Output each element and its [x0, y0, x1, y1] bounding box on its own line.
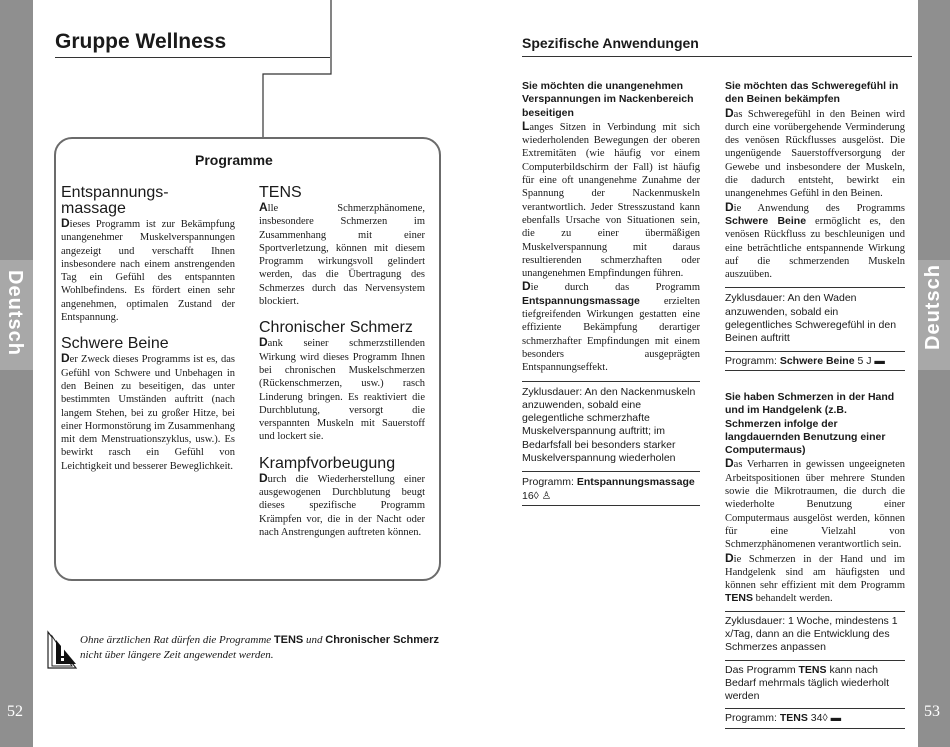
text-nacken-1: Langes Sitzen in Verbindung mit sich wiederholenden Bewegungen der oberen Extremitäten (wie häufig vor einem Computerbildschirm der Fall) ist häufig für eine oft unangenehme Zunahme der Spannung der Nackenmuskeln verantwortlich. Jeder Stresszustand kann ebenfalls Ursache von Situationen sein, die zu einer übermäßigen Muskelverspannung mit daraus resultierenden schmerzhaften oder unangenehmen Empfindungen führen.	[522, 118, 700, 280]
title-underline-right	[522, 56, 912, 57]
heading-chronischer-schmerz: Chronischer Schmerz	[259, 319, 413, 337]
right-page-number: 53	[924, 703, 940, 720]
text-beine-1: Das Schweregefühl in den Beinen wird durch eine vorübergehende Verminderung des venösen Rückflusses ausgelöst. Die ungenügende Sauerstoffversorgung der Gewebe und insbesondere der Muskeln, die dadurch entsteht, bewirkt ein unangenehmes Gefühl in den Beinen.	[725, 105, 905, 200]
text-hand-1: Das Verharren in gewissen ungeeigneten Arbeitspositionen über mehrere Stunden sowie die Mikrotraumen, die durch die wiederholte Benutzung einer Computermaus ausgelöst werden, können für eine Vielzahl von Schmerzphänomenen verantwortlich sein.	[725, 456, 905, 551]
page-title-right: Spezifische Anwendungen	[522, 35, 699, 51]
program-nacken: Programm: Entspannungsmassage 16◊ ♙	[522, 471, 700, 506]
right-column-1	[522, 80, 700, 506]
text-chronischer-schmerz: Dank seiner schmerzstillenden Wirkung wird dieses Programm Ihnen bei chronischen Muskelschmerzen (Rückenschmerzen, usw.) rasch Linderung bringen. Es reaktiviert die Durchblutung, versorgt die verspannten Muskeln mit Sauerstoff und lockert sie.	[259, 335, 425, 443]
text-beine-2: Die Anwendung des Programms Schwere Beine ermöglicht es, den venösen Rückfluss zu beschleunigen und eine beträchtliche entspannende Wirkung auf die schmerzenden Muskeln auszuüben.	[725, 199, 905, 281]
heading-schwere-beine: Schwere Beine	[61, 335, 169, 353]
text-hand-2: Die Schmerzen in der Hand und im Handgelenk sind am häufigsten und können sehr effizient mit dem Programm TENS behandelt werden.	[725, 550, 905, 605]
dash-icon: ▬	[830, 712, 842, 725]
right-column-2	[725, 80, 905, 729]
dash-icon: ▬	[874, 354, 885, 367]
programs-box-title: Programme	[195, 152, 273, 168]
programs-column-2	[259, 185, 425, 539]
heading-tens: TENS	[259, 184, 302, 201]
program-hand: Programm: TENS 34◊ ▬	[725, 708, 905, 728]
programs-column-1	[61, 185, 235, 473]
text-krampfvorbeugung: Durch die Wiederherstellung einer ausgewogenen Durchblutung beugt dieses spezifische Programm Krämpfen vor, die in der Nacht oder nach Anstrengungen auftreten können.	[259, 470, 425, 538]
note-hand: Das Programm TENS kann nach Bedarf mehrmals täglich wiederholt werden	[725, 660, 905, 704]
person-icon: ♙	[541, 489, 552, 502]
text-entspannungsmassage: Dieses Programm ist zur Bekämpfung unangenehmer Muskelverspannungen angezeigt und verschafft Ihnen insbesondere nach einem anstrengenden Tag ein Gefühl des entspannten Wohlbefindens. Es fördert einen sehr angenehmen, optimalen Zustand der Entspannung.	[61, 216, 235, 324]
page-title-left: Gruppe Wellness	[55, 30, 227, 53]
cycle-hand: Zyklusdauer: 1 Woche, mindestens 1 x/Tag, dann an die Entwicklung des Schmerzes anpassen	[725, 611, 905, 655]
left-page-number: 52	[7, 703, 23, 720]
cycle-beine: Zyklusdauer: An den Waden anzuwenden, sobald ein gelegentliches Schweregefühl in den Beinen auftritt	[725, 287, 905, 345]
text-schwere-beine: Der Zweck dieses Programms ist es, das Gefühl von Schwere und Unbehagen in den Beinen zu beseitigen, das unter bestimmten Umständen auftritt (nach langem Stehen, bei zu großer Hitze, bei einer Hormonstörung im Zusammenhang mit dem Menstruationszyklus, usw.). Es bewirkt rasch ein Gefühl von Leichtigkeit und besserer Beweglichkeit.	[61, 351, 235, 472]
right-language-label: Deutsch	[922, 264, 944, 350]
warning-icon	[42, 626, 82, 670]
left-language-label: Deutsch	[4, 270, 26, 356]
cycle-nacken: Zyklusdauer: An den Nackenmuskeln anzuwenden, sobald eine gelegentliche schmerzhafte Muskelverspannung auftritt; im Bedarfsfall bei besonders starker Muskelverspannung wiederholen	[522, 381, 700, 466]
text-nacken-2: Die durch das Programm Entspannungsmassage erzielten tiefgreifenden Wirkungen gestatten eine effiziente Bekämpfung derartiger schmerzhafter Empfindungen mit einem besonders ausgeprägten Entspannungseffekt.	[522, 279, 700, 374]
program-beine: Programm: Schwere Beine 5 J ▬	[725, 351, 905, 371]
heading-nacken: Sie möchten die unangenehmen Verspannungen im Nackenbereich beseitigen	[522, 80, 694, 119]
heading-beine: Sie möchten das Schweregefühl in den Beinen bekämpfen	[725, 80, 899, 106]
heading-entspannungsmassage: Entspannungs- massage	[61, 184, 169, 217]
heading-krampfvorbeugung: Krampfvorbeugung	[259, 454, 396, 472]
warning-text: Ohne ärztlichen Rat dürfen die Programme TENS und Chronischer Schmerz nicht über längere Zeit angewendet werden.	[80, 634, 439, 661]
heading-hand: Sie haben Schmerzen in der Hand und im Handgelenk (z.B. Schmerzen infolge der langdauernden Benutzung einer Computermaus)	[725, 390, 895, 457]
text-tens: Alle Schmerzphänomene, insbesondere Schmerzen im Zusammenhang mit einer Sportverletzung, können mit diesem Programm wirkungsvoll gelindert werden, das die Übertragung des Schmerzes durch das Nervensystem blockiert.	[259, 200, 425, 308]
